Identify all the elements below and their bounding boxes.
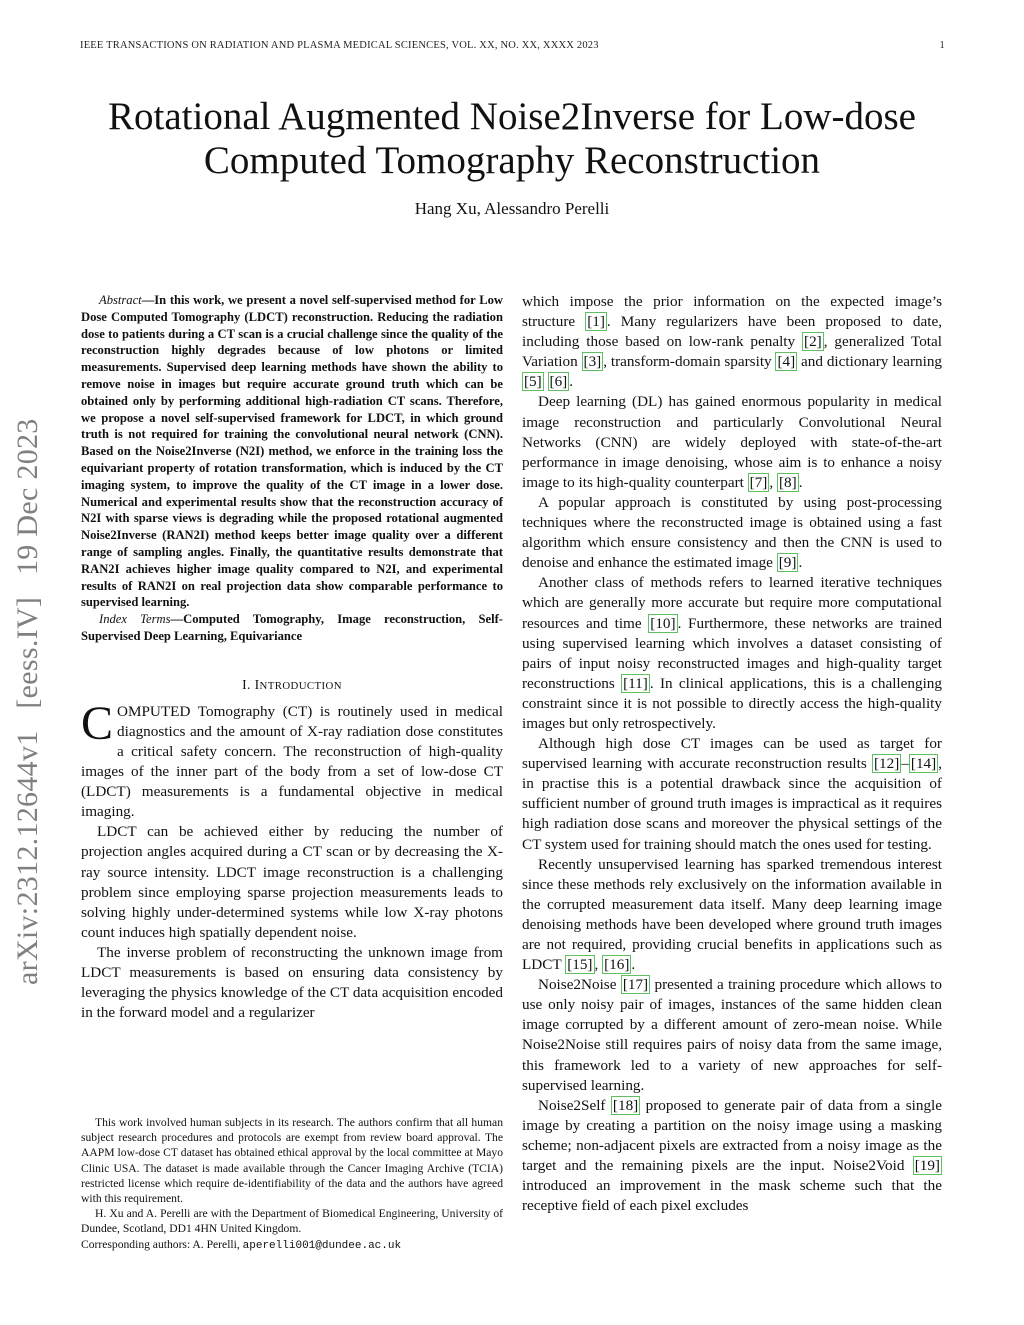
citation-link[interactable]: [17] (622, 976, 649, 994)
abstract-label: Abstract (99, 293, 142, 307)
text-run: Deep learning (DL) has gained enormous popularity in medical image reconstruction and particularly Convolutional Neural Networks (CNN) are widely deployed with state-of-the-art performance in image denoising, whose aim is to enhance a noisy image to its high-quality counterpart (522, 393, 942, 491)
right-paragraph-7 (522, 975, 942, 1096)
text-run: . Furthermore, these networks are trained using supervised learning which involves a dataset consisting of pairs of input noisy reconstructed images and high-quality target reconstructions (522, 614, 942, 692)
citation-link[interactable]: [18] (612, 1096, 639, 1114)
footnote-corresponding (81, 1237, 503, 1254)
left-column (81, 292, 503, 1023)
text-run: A popular approach is constituted by using post-processing techniques where the reconstructed image is obtained using a fast algorithm which ensure consistency and then the CNN is used to denoise and enhance the estimated image (522, 493, 942, 572)
right-paragraph-5: Although high dose CT images can be used as target for supervised learning with accurate reconstruction results [12] – [14] , in practise this is a potential drawback since the acquisition of sufficient number of ground truth images is impractical as it requires high radiation dose scans and moreover the physical settings of the CT system used for training should match the ones used for testing. (522, 735, 942, 853)
right-paragraph-2: Deep learning (DL) has gained enormous popularity in medical image reconstruction and particularly Convolutional Neural Networks (CNN) are widely deployed with state-of-the-art performance in image denoising, whose aim is to enhance a noisy image to its high-quality counterpart [7] , [8] . (522, 393, 942, 491)
text-run: Another class of methods refers to learned iterative techniques which are generally more accurate but require more computational resources and time (522, 574, 942, 632)
citation-link[interactable]: [16] (604, 956, 630, 974)
page-number: 1 (939, 40, 945, 51)
citation-link[interactable]: [12] (873, 755, 900, 773)
paper-title: Rotational Augmented Noise2Inverse for Low-dose Computed Tomography Reconstruction (108, 95, 916, 182)
right-paragraph-1: which impose the prior information on the expected image’s structure [1] . Many regularizers have been proposed to date, including those based on low-rank penalty [2] , generalized Total Variation [3] , transform-domain sparsity [4] and dictionary learning [5] [6] . (522, 293, 943, 391)
footnote-affiliation: H. Xu and A. Perelli are with the Department of Biomedical Engineering, University of Dundee, Scotland, DD1 4HN United Kingdom. (81, 1207, 503, 1236)
intro-paragraph-1-text: OMPUTED Tomography (CT) is routinely used in medical diagnostics and the amount of X-ray radiation dose constitutes a critical safety concern. The reconstruction of high-quality images of the inner part of the body from a set of low-dose CT (LDCT) measurements is a fundamental objective in medical imaging. (81, 702, 503, 821)
citation-link[interactable]: [1] (587, 313, 605, 331)
arxiv-stamp (11, 404, 45, 985)
index-terms-label: Index Terms (99, 612, 171, 627)
citation-link[interactable]: [19] (914, 1157, 940, 1175)
footnote-ethics: This work involved human subjects in its research. The authors confirm that all human subject research procedures and protocols are exempt from review board approval. The AAPM low-dose CT dataset has obtained ethical approval by the local committee at Mayo Clinic USA. The dataset is made available through the Cancer Imaging Archive (TCIA) restricted license which require de-identifiability of the data and the authors have agreed with this requirement. (81, 1116, 503, 1206)
right-paragraph-3: A popular approach is constituted by using post-processing techniques where the reconstructed image is obtained using a fast algorithm which ensure consistency and then the CNN is used to denoise and enhance the estimated image [9] . (522, 493, 942, 572)
text-run: Although high dose CT images can be used as target for supervised learning with accurate reconstruction results (522, 735, 942, 773)
citation-link[interactable]: [7] (749, 473, 768, 491)
citation-link[interactable]: [11] (623, 674, 648, 692)
text-run: . Many regularizers have been proposed to date, including those based on low-rank penalty (522, 313, 943, 351)
corresponding-label: Corresponding authors: A. Perelli, (81, 1237, 243, 1251)
section-heading-introduction (81, 675, 503, 696)
drop-cap: C (81, 696, 114, 750)
citation-link[interactable]: [3] (583, 353, 602, 371)
citation-link[interactable]: [6] (549, 373, 568, 391)
citation-link[interactable]: [5] (524, 373, 542, 391)
citation-link[interactable]: [4] (777, 353, 796, 371)
right-column (522, 292, 942, 1216)
citation-link[interactable]: [8] (778, 473, 797, 491)
section-title-rest: NTRODUCTION (259, 679, 342, 692)
text-run: . In clinical applications, this is a challenging constraint since it is not possible to directly access the high-quality images but only retrospectively. (522, 674, 942, 732)
intro-paragraph-2: LDCT can be achieved either by reducing the number of projection angles acquired during a CT scan or by decreasing the X-ray source intensity. LDCT image reconstruction is a challenging problem since employing sparse projection measurements leads to solving highly under-determined systems while low X-ray photons count induces high spatially dependent noise. (81, 823, 503, 941)
text-run: Noise2Self (538, 1096, 611, 1114)
citation-link[interactable]: [10] (650, 614, 676, 632)
abstract (81, 292, 503, 645)
arxiv-category: [eess.IV] (11, 596, 44, 709)
text-run: proposed to generate pair of data from a single image by creating a partition on the noisy image using a masking scheme; non-adjacent pixels are extracted from a noisy image as the target and the remaining pixels are the input. Noise2Void (522, 1096, 942, 1175)
footnotes (81, 1115, 503, 1254)
paper-authors: Hang Xu, Alessandro Perelli (414, 199, 610, 218)
corresponding-email[interactable]: aperelli001@dundee.ac.uk (242, 1239, 402, 1252)
right-paragraph-8 (522, 1096, 942, 1217)
text-run: , in practise this is a potential drawback since the acquisition of sufficient number of ground truth images is impractical as it requires high radiation dose scans and moreover the physical settings of the CT system used for training should match the ones used for testing. (522, 755, 942, 853)
text-run: , transform-domain sparsity (603, 353, 776, 371)
text-run: presented a training procedure which allows to use only noisy pair of images, instances of the same hidden clean image corrupted by a different amount of zero-mean noise. While Noise2Noise still requires pairs of noisy data from the same image, this framework led to a variety of new approaches for self-supervised learning. (522, 976, 942, 1094)
citation-link[interactable]: [9] (778, 554, 797, 572)
arxiv-date: 19 Dec 2023 (11, 418, 44, 575)
text-run: which impose the prior information on the expected image’s structure (522, 293, 942, 331)
intro-paragraph-1 (81, 696, 503, 823)
right-paragraph-4 (522, 573, 942, 734)
section-initial: I (254, 676, 260, 692)
intro-paragraph-3: The inverse problem of reconstructing the unknown image from LDCT measurements is based on ensuring data consistency by leveraging the physics knowledge of the CT data acquisition encoded in the forward model and a regularizer (81, 943, 503, 1022)
index-terms-text: —Computed Tomography, Image reconstruction, Self-Supervised Deep Learning, Equivariance (81, 612, 503, 643)
section-numeral: I. (242, 676, 251, 692)
right-paragraph-6: Recently unsupervised learning has sparked tremendous interest since these methods rely exclusively on the information available in the corrupted measurement data itself. Many deep learning image denoising methods have been developed where ground truth images are not required, providing crucial benefits in applications such as LDCT [15] , [16] . (522, 855, 942, 974)
text-run: , generalized Total Variation (522, 333, 942, 371)
citation-link[interactable]: [14] (910, 755, 937, 773)
index-terms (81, 611, 503, 645)
text-run: Noise2Noise (538, 976, 621, 994)
journal-name: IEEE TRANSACTIONS ON RADIATION AND PLASMA MEDICAL SCIENCES, VOL. XX, NO. XX, XXXX 2023 (80, 40, 599, 51)
text-run: introduced an improvement in the mask scheme such that the receptive field of each pixel excludes (522, 1177, 942, 1215)
abstract-text: —In this work, we present a novel self-supervised method for Low Dose Computed Tomography (LDCT) reconstruction. Reducing the radiation dose to patients during a CT scan is a crucial challenge since the quality of the reconstruction highly degrades because of low photons or limited measurements. Supervised deep learning methods have shown the ability to remove noise in images but require accurate ground truth which can be obtained only by performing additional high-radiation CT scans. Therefore, we propose a novel self-supervised framework for LDCT, in which ground truth is not required for training the convolutional neural network (CNN). Based on the Noise2Inverse (N2I) method, we enforce in the training loss the equivariant property of rotation transformation, which is induced by the CT imaging system, to improve the quality of the CT image in a lower dose. Numerical and experimental results show that the reconstruction accuracy of N2I with sparse views is degrading while the proposed rotational augmented Noise2Inverse (RAN2I) method keeps better image quality over a different range of sampling angles. Finally, the quantitative results demonstrate that RAN2I achieves higher image quality compared to N2I, and experimental results of RAN2I on real projection data show comparable performance to supervised learning. (81, 293, 503, 610)
text-run: Recently unsupervised learning has sparked tremendous interest since these methods rely exclusively on the information available in the corrupted measurement data itself. Many deep learning image denoising methods have been developed where ground truth images are not required, providing crucial benefits in applications such as LDCT (522, 855, 942, 974)
citation-link[interactable]: [2] (804, 333, 822, 351)
citation-link[interactable]: [15] (567, 956, 593, 974)
arxiv-id: arXiv:2312.12644v1 (11, 730, 44, 985)
text-run: and dictionary learning (797, 353, 943, 371)
running-header (80, 40, 945, 51)
